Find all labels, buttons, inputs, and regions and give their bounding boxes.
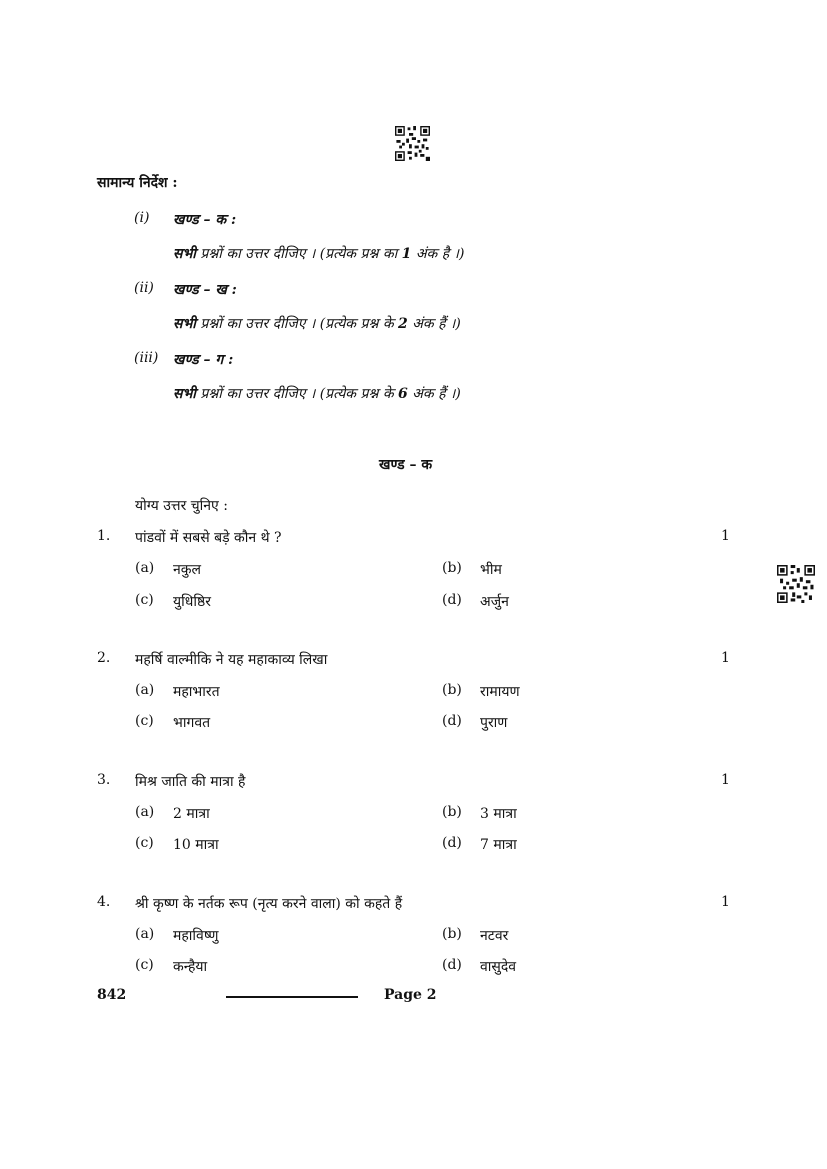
- option-label: (c): [135, 835, 154, 851]
- question-text: श्री कृष्ण के नर्तक रूप (नृत्य करने वाला) को कहते हैं: [135, 896, 403, 912]
- instructions-heading: सामान्य निर्देश :: [97, 175, 178, 191]
- option-label: (b): [442, 682, 462, 698]
- question-text: महर्षि वाल्मीकि ने यह महाकाव्य लिखा: [135, 652, 328, 668]
- page-number: Page 2: [384, 987, 437, 1003]
- option-text: रामायण: [480, 684, 520, 700]
- instruction-number: (ii): [134, 280, 154, 296]
- question-number: 2.: [97, 650, 111, 666]
- option-label: (b): [442, 926, 462, 942]
- option-text: नकुल: [173, 562, 202, 578]
- option-label: (d): [442, 957, 462, 973]
- question-text: पांडवों में सबसे बड़े कौन थे ?: [135, 530, 282, 546]
- option-label: (a): [135, 926, 155, 942]
- instruction-section: खण्ड – ख :: [173, 282, 237, 298]
- option-label: (d): [442, 713, 462, 729]
- qr-code-icon: [395, 126, 430, 161]
- question-marks: 1: [721, 528, 730, 544]
- option-label: (a): [135, 682, 155, 698]
- option-text: अर्जुन: [480, 594, 509, 610]
- question-marks: 1: [721, 894, 730, 910]
- question-marks: 1: [721, 772, 730, 788]
- instruction-text: सभी प्रश्नों का उत्तर दीजिए । (प्रत्येक प्रश्न का 1 अंक है ।): [173, 246, 465, 262]
- option-label: (c): [135, 713, 154, 729]
- option-text: भागवत: [173, 715, 211, 731]
- paper-code: 842: [97, 987, 127, 1003]
- option-text: 2 मात्रा: [173, 806, 210, 822]
- option-text: महाविष्णु: [173, 928, 219, 944]
- instruction-section: खण्ड – ग :: [173, 352, 234, 368]
- question-text: मिश्र जाति की मात्रा है: [135, 774, 246, 790]
- footer-divider: [226, 996, 358, 998]
- section-title: खण्ड – क: [379, 457, 433, 473]
- option-label: (b): [442, 560, 462, 576]
- instruction-text: सभी प्रश्नों का उत्तर दीजिए । (प्रत्येक प्रश्न के 6 अंक हैं ।): [173, 386, 461, 402]
- option-text: 10 मात्रा: [173, 837, 219, 853]
- option-text: भीम: [480, 562, 502, 578]
- option-text: महाभारत: [173, 684, 220, 700]
- option-text: युधिष्ठिर: [173, 594, 211, 610]
- option-text: पुराण: [480, 715, 508, 731]
- section-instruction: योग्य उत्तर चुनिए :: [135, 498, 228, 514]
- option-text: 7 मात्रा: [480, 837, 517, 853]
- instruction-text: सभी प्रश्नों का उत्तर दीजिए । (प्रत्येक प्रश्न के 2 अंक हैं ।): [173, 316, 461, 332]
- option-text: वासुदेव: [480, 959, 517, 975]
- option-label: (d): [442, 835, 462, 851]
- option-label: (c): [135, 957, 154, 973]
- qr-code-icon: [777, 565, 815, 603]
- instruction-number: (i): [134, 210, 150, 226]
- option-label: (a): [135, 560, 155, 576]
- question-number: 3.: [97, 772, 111, 788]
- option-label: (c): [135, 592, 154, 608]
- option-label: (d): [442, 592, 462, 608]
- instruction-section: खण्ड – क :: [173, 212, 237, 228]
- instruction-number: (iii): [134, 350, 159, 366]
- option-text: 3 मात्रा: [480, 806, 517, 822]
- question-number: 1.: [97, 528, 111, 544]
- question-marks: 1: [721, 650, 730, 666]
- option-label: (b): [442, 804, 462, 820]
- option-label: (a): [135, 804, 155, 820]
- question-number: 4.: [97, 894, 111, 910]
- option-text: नटवर: [480, 928, 509, 944]
- option-text: कन्हैया: [173, 959, 208, 975]
